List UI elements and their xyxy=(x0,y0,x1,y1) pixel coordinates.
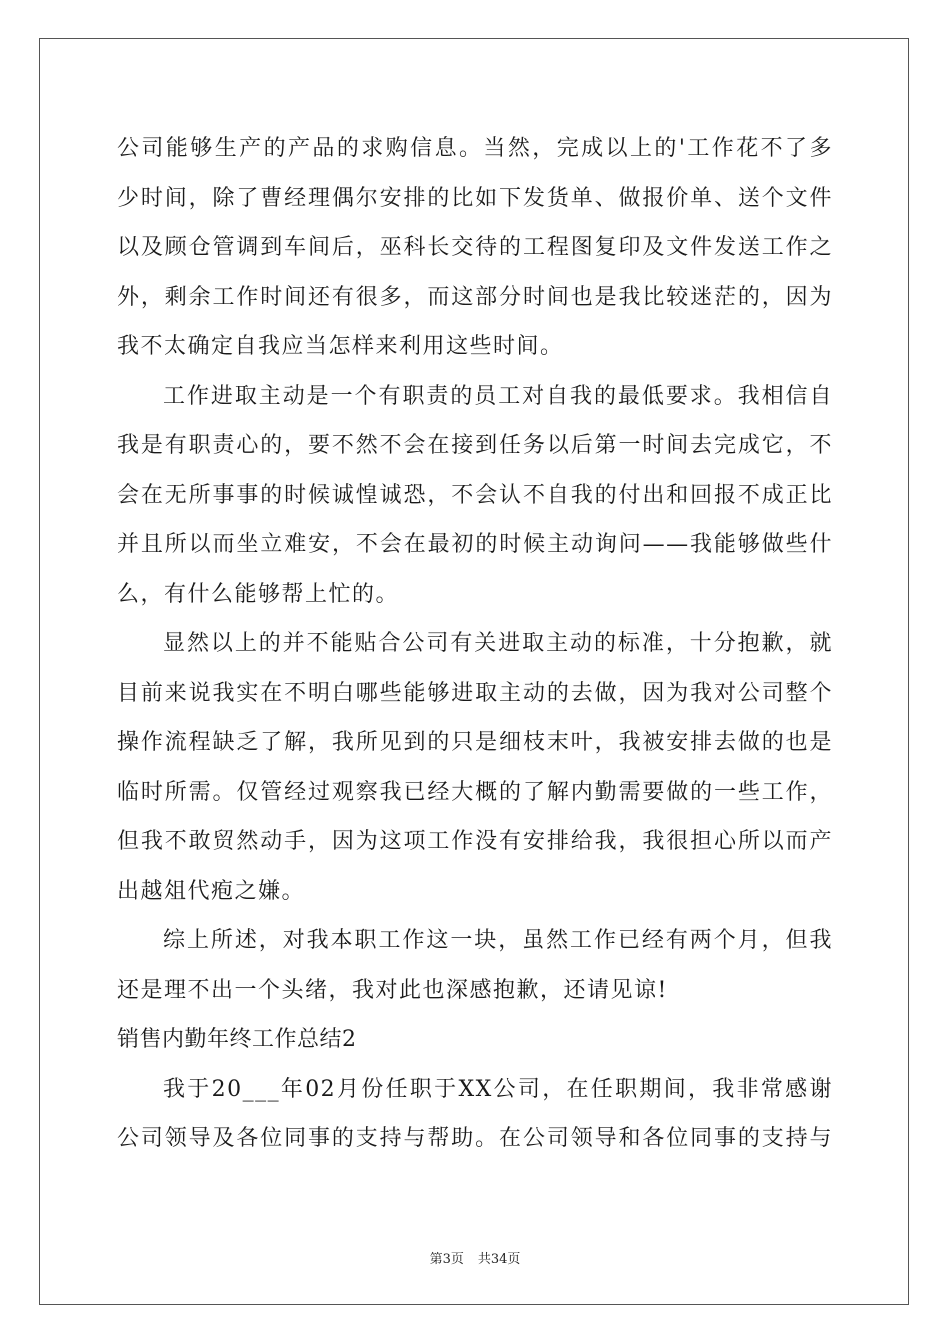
text-line: 少时间，除了曹经理偶尔安排的比如下发货单、做报价单、送个文件 xyxy=(117,185,833,211)
text-line: 但我不敢贸然动手，因为这项工作没有安排给我，我很担心所以而产 xyxy=(117,829,833,854)
text-line: 公司领导及各位同事的支持与帮助。在公司领导和各位同事的支持与 xyxy=(117,1126,833,1151)
text-line: 出越俎代疱之嫌。 xyxy=(117,878,306,904)
page-total: 共34页 xyxy=(477,1252,521,1267)
text-line: 公司能够生产的产品的求购信息。当然，完成以上的'工作花不了多 xyxy=(117,136,833,161)
text-line: 还是理不出一个头绪，我对此也深感抱歉，还请见谅! xyxy=(117,977,668,1003)
page-footer xyxy=(0,1248,950,1267)
document-body xyxy=(117,124,833,1164)
text-line: 临时所需。仅管经过观察我已经大概的了解内勤需要做的一些工作， xyxy=(117,779,833,805)
text-line: 我不太确定自我应当怎样来利用这些时间。 xyxy=(117,334,564,359)
text-line: 目前来说我实在不明白哪些能够进取主动的去做，因为我对公司整个 xyxy=(117,680,833,706)
section-heading: 销售内勤年终工作总结2 xyxy=(117,1027,357,1052)
page-number: 第3页 xyxy=(429,1252,464,1267)
paragraph-start-line: 综上所述，对我本职工作这一块，虽然工作已经有两个月，但我 xyxy=(163,928,833,953)
text-line: 么，有什么能够帮上忙的。 xyxy=(117,581,400,607)
paragraph-start-line: 我于20___年02月份任职于XX公司，在任职期间，我非常感谢 xyxy=(163,1076,833,1102)
text-line: 我是有职责心的，要不然不会在接到任务以后第一时间去完成它，不 xyxy=(117,433,833,458)
paragraph-start-line: 显然以上的并不能贴合公司有关进取主动的标准，十分抱歉，就 xyxy=(163,631,833,656)
text-line: 会在无所事事的时候诚惶诚恐，不会认不自我的付出和回报不成正比 xyxy=(117,482,833,508)
text-line: 操作流程缺乏了解，我所见到的只是细枝末叶，我被安排去做的也是 xyxy=(117,730,833,755)
text-line: 以及顾仓管调到车间后，巫科长交待的工程图复印及文件发送工作之 xyxy=(117,235,833,260)
paragraph-start-line: 工作进取主动是一个有职责的员工对自我的最低要求。我相信自 xyxy=(163,383,833,409)
text-line: 并且所以而坐立难安，不会在最初的时候主动询问——我能够做些什 xyxy=(117,532,833,557)
text-line: 外，剩余工作时间还有很多，而这部分时间也是我比较迷茫的，因为 xyxy=(117,284,833,310)
